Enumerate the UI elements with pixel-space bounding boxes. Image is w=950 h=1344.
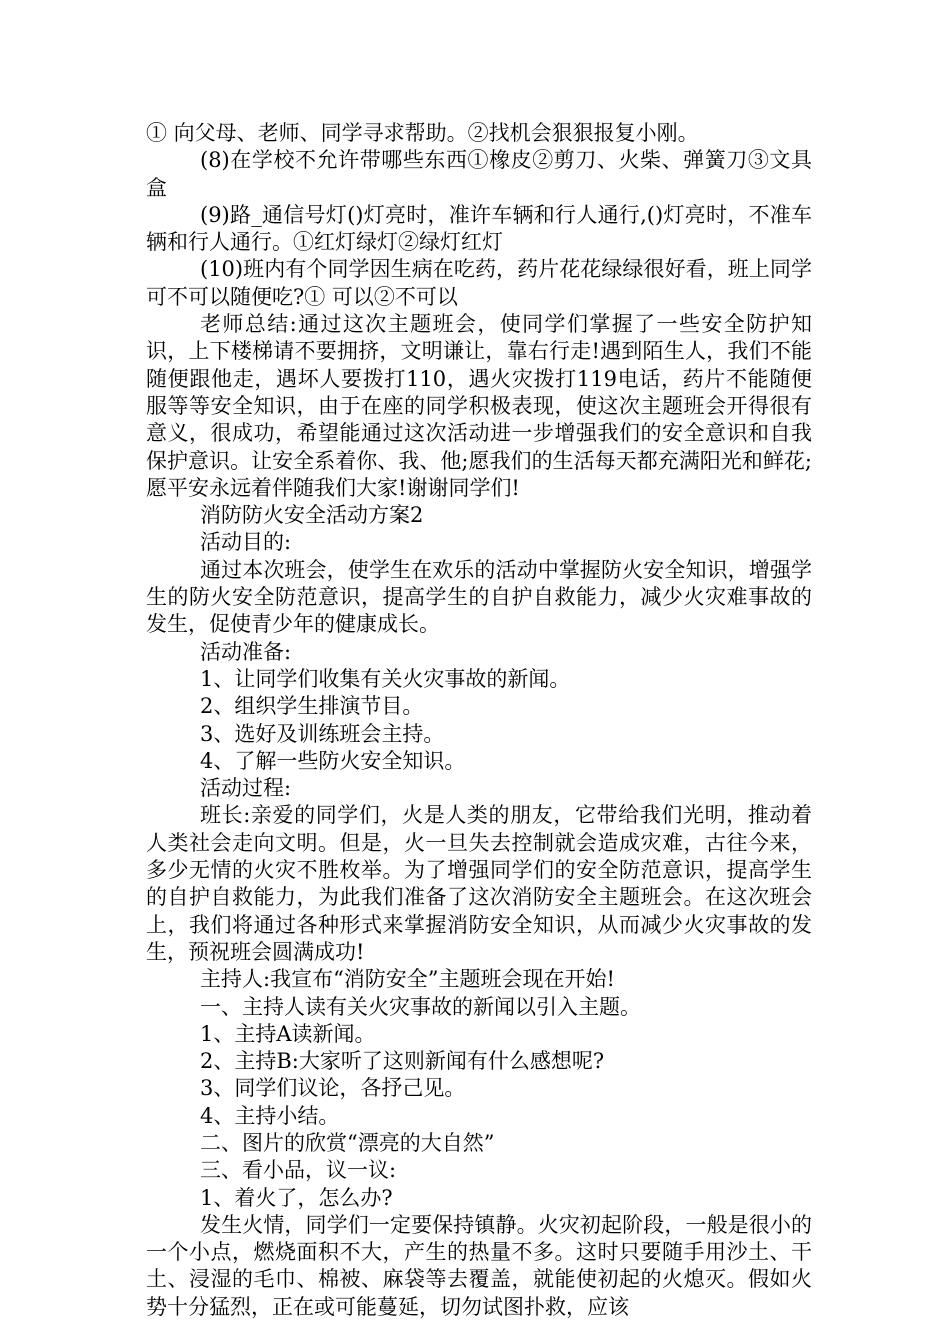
list-item-substep-3: 3、同学们议论，各抒己见。 bbox=[200, 1076, 466, 1101]
list-item-preparation-3: 3、选好及训练班会主持。 bbox=[200, 721, 445, 746]
paragraph-host-announcement: 主持人:我宣布“消防安全”主题班会现在开始! bbox=[200, 967, 615, 992]
paragraph-question-9: (9)路_通信号灯()灯亮时，准许车辆和行人通行,()灯亮时，不准车辆和行人通行。①红灯绿灯②绿灯红灯 bbox=[146, 202, 812, 255]
paragraph-fire-response: 发生火情，同学们一定要保持镇静。火灾初起阶段，一般是很小的一个小点，燃烧面积不大，产生的热量不多。这时只要随手用沙土、干土、浸湿的毛巾、棉被、麻袋等去覆盖，就能使初起的火熄灭。假如火势十分猛烈，正在或可能蔓延，切勿试图扑救，应该 bbox=[146, 1212, 812, 1319]
list-item-question-fire: 1、着火了，怎么办? bbox=[200, 1185, 393, 1210]
paragraph-activity-purpose: 通过本次班会，使学生在欢乐的活动中掌握防火安全知识，增强学生的防火安全防范意识，提高学生的自护自救能力，减少火灾难事故的发生，促使青少年的健康成长。 bbox=[146, 557, 812, 637]
document-page bbox=[146, 120, 812, 1321]
heading-activity-preparation: 活动准备: bbox=[200, 639, 292, 664]
list-item-preparation-1: 1、让同学们收集有关火灾事故的新闻。 bbox=[200, 666, 571, 691]
list-item-step-2: 二、图片的欣赏“漂亮的大自然” bbox=[200, 1130, 495, 1155]
heading-activity-purpose: 活动目的: bbox=[200, 530, 292, 555]
list-item-preparation-4: 4、了解一些防火安全知识。 bbox=[200, 748, 466, 773]
list-item-preparation-2: 2、组织学生排演节目。 bbox=[200, 694, 424, 719]
paragraph-question-8: (8)在学校不允许带哪些东西①橡皮②剪刀、火柴、弹簧刀③文具盒 bbox=[146, 148, 812, 200]
paragraph-question-10: (10)班内有个同学因生病在吃药，药片花花绿绿很好看，班上同学可不可以随便吃?① 可以②不可以 bbox=[146, 257, 812, 309]
section-heading-plan-2: 消防防火安全活动方案2 bbox=[200, 503, 424, 528]
paragraph-monitor-speech: 班长:亲爱的同学们，火是人类的朋友，它带给我们光明，推动着人类社会走向文明。但是，火一旦失去控制就会造成灾难，古往今来，多少无情的火灾不胜枚举。为了增强同学们的安全防范意识，提高学生的自护自救能力，为此我们准备了这次消防安全主题班会。在这次班会上，我们将通过各种形式来掌握消防安全知识，从而减少火灾事故的发生，预祝班会圆满成功! bbox=[146, 803, 812, 964]
paragraph-teacher-summary: 老师总结:通过这次主题班会，使同学们掌握了一些安全防护知识，上下楼梯请不要拥挤，文明谦让，靠右行走!遇到陌生人，我们不能随便跟他走，遇坏人要拨打110，遇火灾拨打119电话，药片不能随便服等等安全知识，由于在座的同学积极表现，使这次主题班会开得很有意义，很成功，希望能通过这次活动进一步增强我们的安全意识和自我保护意识。让安全系着你、我、他;愿我们的生活每天都充满阳光和鲜花;愿平安永远着伴随我们大家!谢谢同学们! bbox=[146, 312, 812, 500]
list-item-step-1: 一、主持人读有关火灾事故的新闻以引入主题。 bbox=[200, 994, 641, 1019]
paragraph-options-q7: ① 向父母、老师、同学寻求帮助。②找机会狠狠报复小刚。 bbox=[146, 121, 699, 145]
list-item-substep-1: 1、主持A读新闻。 bbox=[200, 1021, 376, 1046]
list-item-substep-2: 2、主持B:大家听了这则新闻有什么感想呢? bbox=[200, 1049, 605, 1074]
heading-activity-process: 活动过程: bbox=[200, 776, 292, 801]
list-item-step-3: 三、看小品，议一议: bbox=[200, 1158, 397, 1183]
list-item-substep-4: 4、主持小结。 bbox=[200, 1103, 340, 1128]
